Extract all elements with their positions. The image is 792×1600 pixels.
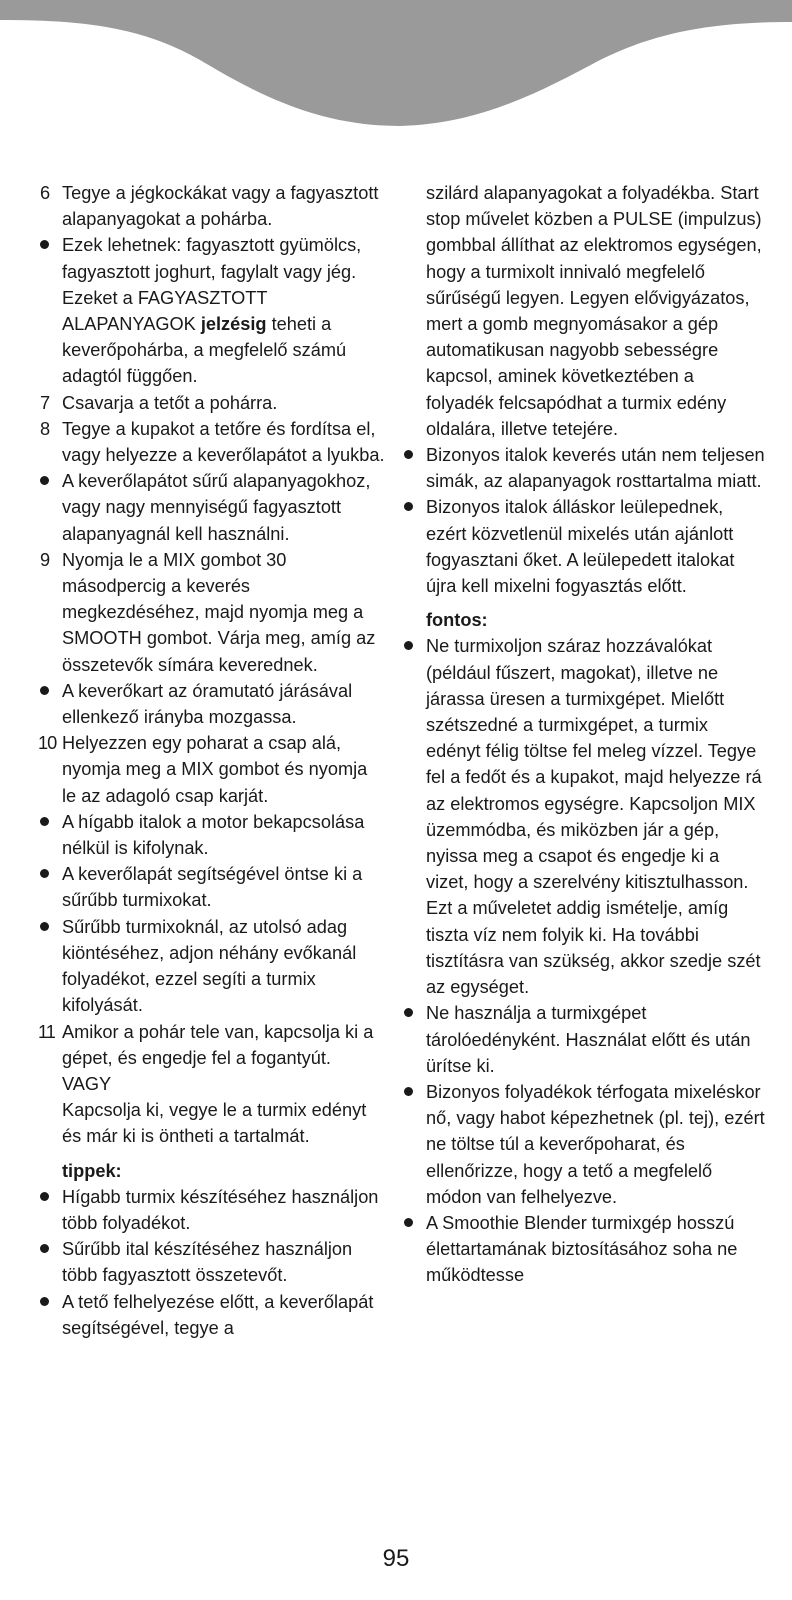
bullet-text: A keverőlapátot sűrű alapanyagokhoz, vagy nagy mennyiségű fagyasztott alapanyagnál kell használni. (62, 471, 371, 544)
bullet-stir (36, 678, 386, 730)
step-text: VAGY (62, 1073, 112, 1094)
tip-item (36, 1236, 386, 1288)
step-10 (36, 730, 386, 809)
bullet-text: teheti a keverőpohárba, a megfelelő számú adagtól függően. (62, 314, 347, 387)
bullet-text: A hígabb italok a motor bekapcsolása nélkül is kifolynak. (62, 811, 365, 859)
step-text: Amikor a pohár tele van, kapcsolja ki a gépet, és engedje fel a fogantyút. (62, 1021, 374, 1068)
step-7 (36, 390, 386, 416)
bullet-frozen-ingredients (36, 232, 386, 389)
right-column (410, 180, 766, 1289)
important-item (410, 1000, 766, 1079)
step-text: Kapcsolja ki, vegye le a turmix edényt és már ki is öntheti a tartalmát. (62, 1100, 367, 1147)
bullet-dot (40, 1289, 60, 1315)
step-8 (36, 416, 386, 468)
step-number: 6 (40, 183, 51, 203)
important-heading: fontos: (426, 610, 488, 631)
important-text: Bizonyos folyadékok térfogata mixeléskor nő, vagy habot képezhetnek (pl. tej), ezért ne töltse túl a keverőpoharat, és ellenőrizze, hogy a tető a megfelelő módon van felhelyezve. (426, 1081, 765, 1207)
tip-text: Hígabb turmix készítéséhez használjon több folyadékot. (62, 1186, 379, 1233)
important-item (410, 1079, 766, 1210)
bullet-text: Ezek lehetnek: fagyasztott gyümölcs, fagyasztott joghurt, fagylalt vagy jég. Ezeket a FAGYASZTOTT ALAPANYAGOK (62, 235, 362, 335)
bullet-text: A keverőlapát segítségével öntse ki a sűrűbb turmixokat. (62, 864, 363, 911)
step-11 (36, 1019, 386, 1071)
tip-continuation (410, 180, 766, 442)
step-number: 9 (40, 549, 51, 570)
important-item (410, 633, 766, 1000)
bullet-text: Bizonyos italok álláskor leülepednek, ezért közvetlenül mixelés után ajánlott fogyasztani őket. A leülepedett italokat újra kell mixelni fogyasztás előtt. (426, 497, 735, 597)
step-number: 8 (40, 418, 51, 439)
bullet-dot (404, 1000, 424, 1026)
bullet-item (410, 494, 766, 599)
bullet-dot (40, 861, 60, 887)
tips-heading: tippek: (62, 1160, 122, 1181)
step-text: Csavarja a tetőt a pohárra. (62, 392, 278, 413)
step-text: Tegye a jégkockákat vagy a fagyasztott alapanyagokat a pohárba. (62, 183, 379, 230)
step-or (36, 1071, 386, 1097)
bullet-dot (40, 809, 60, 835)
tip-text: A tető felhelyezése előtt, a keverőlapát segítségével, tegye a (62, 1291, 374, 1338)
tip-item (36, 1184, 386, 1236)
important-text: Ne használja a turmixgépet tárolóedényként. Használat előtt és után ürítse ki. (426, 1003, 751, 1076)
important-text: Ne turmixoljon száraz hozzávalókat (például fűszert, magokat), illetve ne járassa üresen a turmixgépet. Mielőtt szétszedné a turmixgépet, a turmix edényt félig töltse fel meleg vízzel. Tegye fel a fedőt és a kupakot, majd helyezze rá az elektromos egységre. Kapcsoljon MIX üzemmódba, és miközben jár a gép, nyissa meg a csapot és engedje ki a vizet, hogy a szerelvény kitisztulhasson. Ezt a műveletet addig ismételje, amíg tiszta víz nem folyik ki. Ha további tisztításra van szükség, akkor szedje szét az egységet. (426, 636, 762, 998)
bullet-text: Sűrűbb turmixoknál, az utolsó adag kiöntéséhez, adjon néhány evőkanál folyadékot, ezzel segíti a turmix kifolyását. (62, 916, 357, 1016)
step-9 (36, 547, 386, 678)
tip-item (36, 1289, 386, 1341)
step-alt (36, 1097, 386, 1149)
bullet-thick (36, 914, 386, 1019)
bullet-pour (36, 861, 386, 913)
bold-text: jelzésig (200, 314, 267, 335)
bullet-dot (404, 442, 424, 468)
step-number: 11 (38, 1021, 55, 1042)
important-item (410, 1210, 766, 1289)
left-column (36, 180, 386, 1341)
bullet-dot (40, 232, 60, 258)
bullet-dot (40, 1184, 60, 1210)
bullet-item (410, 442, 766, 494)
step-6 (36, 180, 386, 232)
bullet-dot (404, 633, 424, 659)
step-number: 7 (40, 392, 51, 413)
bullet-dot (40, 678, 60, 704)
bullet-text: A keverőkart az óramutató járásával ellenkező irányba mozgassa. (62, 680, 353, 728)
tip-text: Sűrűbb ital készítéséhez használjon több fagyasztott összetevőt. (62, 1239, 353, 1286)
bullet-dot (40, 468, 60, 494)
bullet-paddle (36, 468, 386, 547)
step-text: Nyomja le a MIX gombot 30 másodpercig a keverés megkezdéséhez, majd nyomja meg a SMOOTH gombot. Várja meg, amíg az összetevők símára keverednek. (62, 549, 376, 675)
step-number: 10 (38, 733, 57, 754)
bullet-thin-drinks (36, 809, 386, 861)
step-text: Tegye a kupakot a tetőre és fordítsa el, vagy helyezze a keverőlapátot a lyukba. (62, 418, 385, 466)
bullet-dot (404, 1079, 424, 1105)
page-number: 95 (382, 1545, 410, 1572)
step-text: Helyezzen egy poharat a csap alá, nyomja meg a MIX gombot és nyomja le az adagoló csap karját. (62, 733, 368, 806)
bullet-dot (404, 1210, 424, 1236)
header-wave-decoration (0, 0, 792, 140)
bullet-text: Bizonyos italok keverés után nem teljesen simák, az alapanyagok rosttartalma miatt. (426, 445, 765, 492)
bullet-dot (40, 914, 60, 940)
important-text: A Smoothie Blender turmixgép hosszú élettartamának biztosításához soha ne működtesse (426, 1212, 738, 1286)
bullet-dot (404, 494, 424, 520)
paragraph-text: szilárd alapanyagokat a folyadékba. Start stop művelet közben a PULSE (impulzus) gombbal állíthat az elektromos egységen, hogy a turmixolt innivaló megfelelő sűrűségű legyen. Legyen elővigyázatos, mert a gomb megnyomásakor a gép automatikusan nagyobb sebességre kapcsol, aminek következtében a folyadék felcsapódhat a turmix edény oldalára, illetve tetejére. (426, 183, 762, 439)
bullet-dot (40, 1236, 60, 1262)
